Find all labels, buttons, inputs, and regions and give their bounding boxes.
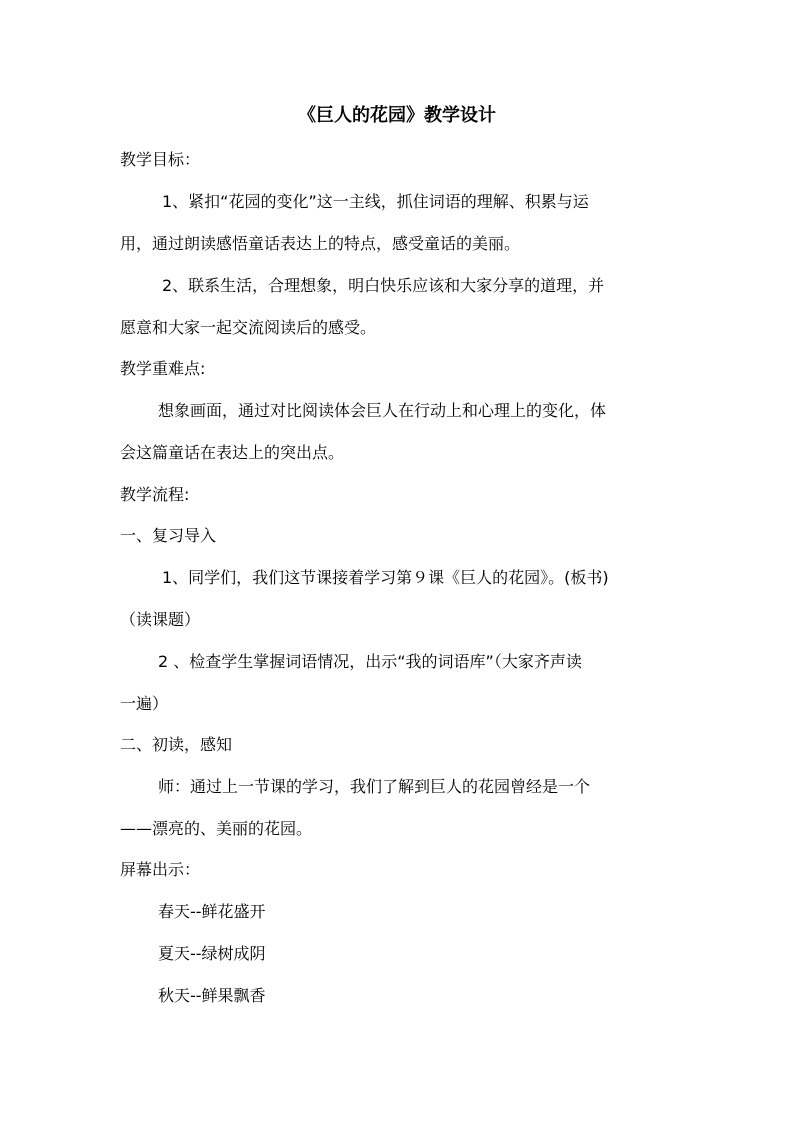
paragraph-line: 1、紧扣“花园的变化”这一主线，抓住词语的理解、积累与运 <box>162 192 589 211</box>
paragraph-line: 想象画面，通过对比阅读体会巨人在行动上和心理上的变化，体 <box>158 401 607 420</box>
paragraph-line: 师：通过上一节课的学习，我们了解到巨人的花园曾经是一个 <box>158 777 591 796</box>
paragraph-line: 用，通过朗读感悟童话表达上的特点，感受童话的美丽。 <box>120 234 521 253</box>
list-item: 夏天--绿树成阴 <box>158 944 266 963</box>
document-title: 《巨人的花园》教学设计 <box>298 105 496 126</box>
paragraph-line: （读课题） <box>120 610 201 629</box>
heading-key-points: 教学重难点: <box>120 359 206 378</box>
paragraph-line: 会这篇童话在表达上的突出点。 <box>120 443 345 462</box>
section-heading: 一、复习导入 <box>120 526 217 545</box>
heading-process: 教学流程: <box>120 485 190 504</box>
list-item: 秋天--鲜果飘香 <box>158 986 266 1005</box>
screen-display-label: 屏幕出示： <box>120 860 201 879</box>
paragraph-line: 2、联系生活，合理想象，明白快乐应该和大家分享的道理，并 <box>162 276 605 295</box>
list-item: 春天--鲜花盛开 <box>158 902 266 921</box>
heading-objectives: 教学目标： <box>120 150 201 169</box>
paragraph-line: 一遍） <box>120 694 169 713</box>
paragraph-line: ——漂亮的、美丽的花园。 <box>120 819 313 838</box>
paragraph-line: 1、同学们，我们这节课接着学习第９课《巨人的花园》。(板书) <box>162 568 609 587</box>
section-heading: 二、初读，感知 <box>120 735 233 754</box>
paragraph-line: 2 、检查学生掌握词语情况，出示“我的词语库”（大家齐声读 <box>158 652 582 671</box>
paragraph-line: 愿意和大家一起交流阅读后的感受。 <box>120 318 377 337</box>
